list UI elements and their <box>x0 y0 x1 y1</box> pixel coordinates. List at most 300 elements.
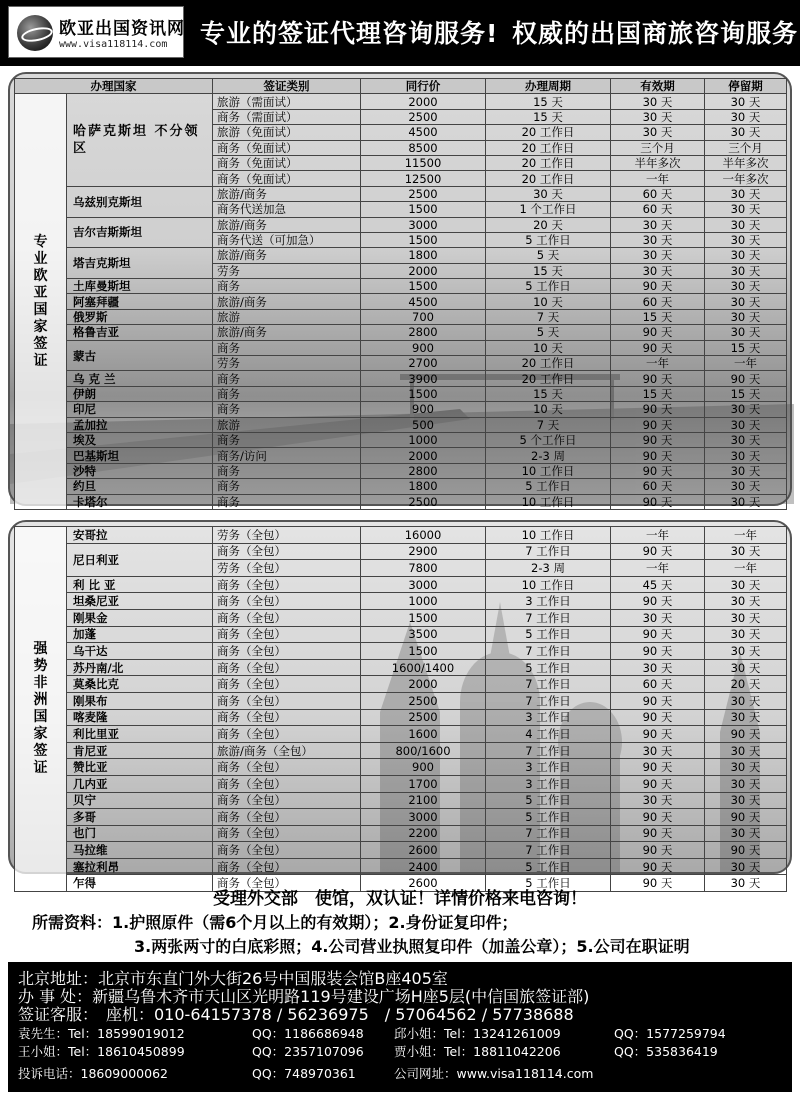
country-name: 蒙古 <box>67 340 213 371</box>
visa-type: 旅游 <box>213 417 361 432</box>
table-cell: 5 工作日 <box>486 626 611 643</box>
table-cell: 900 <box>361 759 486 776</box>
table-cell: 5 天 <box>486 325 611 340</box>
table-cell: 90 天 <box>611 726 705 743</box>
table-cell: 10 工作日 <box>486 494 611 509</box>
visa-type: 商务 <box>213 479 361 494</box>
country-name: 赞比亚 <box>67 759 213 776</box>
table-cell: 30 天 <box>705 759 787 776</box>
table-cell: 15 天 <box>705 340 787 355</box>
table-cell: 90 天 <box>611 463 705 478</box>
table-cell: 30 天 <box>705 432 787 447</box>
table-cell: 2900 <box>361 543 486 560</box>
country-name: 坦桑尼亚 <box>67 593 213 610</box>
country-name: 约旦 <box>67 479 213 494</box>
table-cell: 4500 <box>361 294 486 309</box>
table-cell: 60 天 <box>611 676 705 693</box>
table-cell: 90 天 <box>611 340 705 355</box>
column-header: 有效期 <box>611 79 705 94</box>
table-row <box>15 609 787 626</box>
table-cell: 90 天 <box>611 402 705 417</box>
table-cell: 5 工作日 <box>486 659 611 676</box>
visa-type: 商务（全包） <box>213 609 361 626</box>
table-cell: 30 天 <box>705 875 787 892</box>
column-header: 签证类别 <box>213 79 361 94</box>
table-cell: 1500 <box>361 202 486 217</box>
table-row <box>15 325 787 340</box>
section-label <box>15 527 67 892</box>
table-cell: 3000 <box>361 217 486 232</box>
table-cell: 一年 <box>611 171 705 186</box>
table-row <box>15 217 787 232</box>
table-cell: 2600 <box>361 875 486 892</box>
country-name: 乌干达 <box>67 643 213 660</box>
table-row <box>15 742 787 759</box>
country-name: 刚果布 <box>67 692 213 709</box>
table-cell: 30 天 <box>611 742 705 759</box>
logo-url: www.visa118114.com <box>59 39 168 50</box>
contact-wang-qq[interactable]: QQ：2357107096 <box>252 1044 364 1059</box>
contact-qiu-phone[interactable]: 邱小姐：Tel：13241261009 <box>394 1026 561 1041</box>
visa-type: 商务 <box>213 279 361 294</box>
visa-type: 商务代送（可加急） <box>213 232 361 247</box>
visa-type: 商务（全包） <box>213 626 361 643</box>
slogan-right: 权威的出国商旅咨询服务 <box>512 19 799 48</box>
contact-footer <box>8 962 792 1092</box>
table-cell: 2-3 周 <box>486 560 611 577</box>
table-cell: 2600 <box>361 842 486 859</box>
visa-type: 旅游/商务 <box>213 248 361 263</box>
table-cell: 1600/1400 <box>361 659 486 676</box>
table-cell: 2500 <box>361 186 486 201</box>
table-cell: 20 天 <box>705 676 787 693</box>
table-cell: 30 天 <box>705 417 787 432</box>
table-cell: 90 天 <box>611 759 705 776</box>
table-row <box>15 792 787 809</box>
table-cell: 90 天 <box>611 709 705 726</box>
table-cell: 10 天 <box>486 294 611 309</box>
visa-type: 商务 <box>213 463 361 478</box>
table-cell: 30 天 <box>705 643 787 660</box>
table-cell: 7 工作日 <box>486 842 611 859</box>
table-cell: 12500 <box>361 171 486 186</box>
table-row <box>15 309 787 324</box>
country-name: 贝宁 <box>67 792 213 809</box>
globe-icon <box>17 15 53 51</box>
table-cell: 7 工作日 <box>486 543 611 560</box>
table-cell: 30 天 <box>705 463 787 478</box>
table-cell: 2700 <box>361 356 486 371</box>
header-bar <box>0 0 800 66</box>
table-cell: 2100 <box>361 792 486 809</box>
table-cell: 30 天 <box>705 709 787 726</box>
table-cell: 20 工作日 <box>486 140 611 155</box>
table-cell: 7 工作日 <box>486 742 611 759</box>
contact-jia-qq[interactable]: QQ：535836419 <box>614 1044 718 1059</box>
country-name: 哈萨克斯坦 不分领区 <box>67 94 213 186</box>
table-cell: 三个月 <box>611 140 705 155</box>
visa-type: 商务（全包） <box>213 659 361 676</box>
table-row <box>15 825 787 842</box>
table-cell: 30 天 <box>705 109 787 124</box>
table-cell: 30 天 <box>705 609 787 626</box>
table-cell: 20 工作日 <box>486 125 611 140</box>
visa-type: 劳务（全包） <box>213 560 361 577</box>
table-cell: 1500 <box>361 232 486 247</box>
table-cell: 30 天 <box>705 202 787 217</box>
table-cell: 一年 <box>611 356 705 371</box>
table-row <box>15 643 787 660</box>
contact-qiu-qq[interactable]: QQ：1577259794 <box>614 1026 726 1041</box>
table-cell: 30 天 <box>611 125 705 140</box>
table-cell: 16000 <box>361 527 486 544</box>
table-cell: 60 天 <box>611 186 705 201</box>
country-name: 苏丹南/北 <box>67 659 213 676</box>
table-cell: 2500 <box>361 692 486 709</box>
table-cell: 90 天 <box>611 325 705 340</box>
visa-type: 商务（全包） <box>213 842 361 859</box>
table-row <box>15 726 787 743</box>
visa-type: 商务（全包） <box>213 543 361 560</box>
country-name: 土库曼斯坦 <box>67 279 213 294</box>
table-cell: 7 工作日 <box>486 609 611 626</box>
visa-type: 旅游/商务 <box>213 294 361 309</box>
requirements-line-2: 3.两张两寸的白底彩照；4.公司营业执照复印件（加盖公章）；5.公司在职证明 <box>134 937 690 956</box>
office-address: 办 事 处：新疆乌鲁木齐市天山区光明路119号建设广场H座5层(中信国旅签证部) <box>18 987 590 1006</box>
visa-type: 商务（全包） <box>213 759 361 776</box>
table-cell: 4 工作日 <box>486 726 611 743</box>
table-cell: 30 天 <box>705 494 787 509</box>
table-row <box>15 659 787 676</box>
table-cell: 90 天 <box>611 626 705 643</box>
complaint-phone[interactable]: 投诉电话：18609000062 <box>18 1066 168 1081</box>
table-cell: 1000 <box>361 432 486 447</box>
table-row <box>15 676 787 693</box>
country-name: 莫桑比克 <box>67 676 213 693</box>
country-name: 乍得 <box>67 875 213 892</box>
table-cell: 30 天 <box>705 792 787 809</box>
table-row <box>15 371 787 386</box>
table-row <box>15 576 787 593</box>
table-cell: 5 工作日 <box>486 809 611 826</box>
table-cell: 30 天 <box>611 232 705 247</box>
visa-type: 商务 <box>213 494 361 509</box>
table-cell: 10 工作日 <box>486 463 611 478</box>
table-cell: 1500 <box>361 279 486 294</box>
table-cell: 30 天 <box>705 325 787 340</box>
table-cell: 2000 <box>361 676 486 693</box>
table-cell: 30 天 <box>705 125 787 140</box>
table-cell: 90 天 <box>611 432 705 447</box>
table-cell: 90 天 <box>705 371 787 386</box>
visa-type: 商务（全包） <box>213 692 361 709</box>
table-cell: 30 天 <box>705 263 787 278</box>
table-cell: 3000 <box>361 576 486 593</box>
contact-jia-phone[interactable]: 贾小姐：Tel：18811042206 <box>394 1044 561 1059</box>
table-cell: 1500 <box>361 609 486 626</box>
table-row <box>15 775 787 792</box>
table-row <box>15 294 787 309</box>
table-cell: 30 天 <box>705 186 787 201</box>
table-cell: 90 天 <box>611 692 705 709</box>
table-cell: 3 工作日 <box>486 709 611 726</box>
table-cell: 半年多次 <box>705 155 787 170</box>
table-row <box>15 463 787 478</box>
table-cell: 2-3 周 <box>486 448 611 463</box>
contact-yuan-qq[interactable]: QQ：1186686948 <box>252 1026 364 1041</box>
contact-wang-phone[interactable]: 王小姐：Tel：18610450899 <box>18 1044 185 1059</box>
table-cell: 1500 <box>361 386 486 401</box>
table-cell: 5 工作日 <box>486 875 611 892</box>
service-notice: 受理外交部 使馆，双认证！详情价格来电咨询！ <box>213 889 587 909</box>
table-cell: 30 天 <box>611 659 705 676</box>
table-cell: 5 工作日 <box>486 479 611 494</box>
table-cell: 20 工作日 <box>486 171 611 186</box>
table-cell: 30 天 <box>611 248 705 263</box>
country-name: 吉尔吉斯斯坦 <box>67 217 213 248</box>
table-cell: 15 天 <box>611 386 705 401</box>
country-name: 几内亚 <box>67 775 213 792</box>
visa-type: 商务（需面试） <box>213 109 361 124</box>
table-cell: 30 天 <box>611 792 705 809</box>
table-cell: 5 工作日 <box>486 232 611 247</box>
visa-type: 劳务（全包） <box>213 527 361 544</box>
visa-type: 商务/访问 <box>213 448 361 463</box>
table-row <box>15 527 787 544</box>
table-cell: 30 天 <box>705 858 787 875</box>
table-cell: 30 天 <box>486 186 611 201</box>
visa-type: 旅游/商务（全包） <box>213 742 361 759</box>
visa-type: 商务 <box>213 386 361 401</box>
table-cell: 3000 <box>361 809 486 826</box>
country-name: 埃及 <box>67 432 213 447</box>
table-cell: 2800 <box>361 325 486 340</box>
visa-type: 商务 <box>213 371 361 386</box>
contact-yuan-phone[interactable]: 袁先生：Tel：18599019012 <box>18 1026 185 1041</box>
table-row <box>15 858 787 875</box>
visa-type: 商务 <box>213 340 361 355</box>
table-row <box>15 809 787 826</box>
table-row <box>15 842 787 859</box>
table-row <box>15 479 787 494</box>
column-header: 同行价 <box>361 79 486 94</box>
service-phones[interactable]: 签证客服： 座机：010-64157378 / 56236975 / 57064562 / 57738688 <box>18 1005 574 1024</box>
country-name: 孟加拉 <box>67 417 213 432</box>
table-row <box>15 494 787 509</box>
table-row <box>15 248 787 263</box>
table-cell: 7 工作日 <box>486 692 611 709</box>
visa-type: 商务（全包） <box>213 875 361 892</box>
column-header: 停留期 <box>705 79 787 94</box>
country-name: 塞拉利昂 <box>67 858 213 875</box>
country-name: 尼日利亚 <box>67 543 213 576</box>
table-cell: 1500 <box>361 643 486 660</box>
logo-name: 欧亚出国资讯网 <box>59 19 185 39</box>
table-cell: 1800 <box>361 479 486 494</box>
table-cell: 60 天 <box>611 294 705 309</box>
table-cell: 5 个工作日 <box>486 432 611 447</box>
table-cell: 2200 <box>361 825 486 842</box>
visa-type: 旅游（免面试） <box>213 125 361 140</box>
table-cell: 7 工作日 <box>486 643 611 660</box>
africa-visa-table <box>14 526 787 892</box>
complaint-qq[interactable]: QQ：748970361 <box>252 1066 356 1081</box>
visa-type: 商务（全包） <box>213 576 361 593</box>
country-name: 乌兹别克斯坦 <box>67 186 213 217</box>
visa-type: 商务（全包） <box>213 775 361 792</box>
table-cell: 30 天 <box>705 543 787 560</box>
table-cell: 900 <box>361 340 486 355</box>
table-cell: 30 天 <box>705 94 787 109</box>
company-website-link[interactable]: 公司网址：www.visa118114.com <box>394 1066 594 1081</box>
table-cell: 700 <box>361 309 486 324</box>
table-cell: 30 天 <box>705 742 787 759</box>
africa-visa-panel <box>8 520 792 891</box>
table-cell: 20 工作日 <box>486 155 611 170</box>
visa-type: 商务（免面试） <box>213 171 361 186</box>
table-cell: 90 天 <box>705 842 787 859</box>
table-row <box>15 279 787 294</box>
table-cell: 30 天 <box>705 279 787 294</box>
visa-type: 旅游/商务 <box>213 217 361 232</box>
table-cell: 20 天 <box>486 217 611 232</box>
table-cell: 一年多次 <box>705 171 787 186</box>
table-cell: 90 天 <box>611 543 705 560</box>
table-cell: 5 工作日 <box>486 792 611 809</box>
table-row <box>15 340 787 355</box>
table-cell: 8500 <box>361 140 486 155</box>
table-cell: 90 天 <box>611 643 705 660</box>
table-cell: 45 天 <box>611 576 705 593</box>
table-row <box>15 432 787 447</box>
logo[interactable] <box>8 6 184 58</box>
visa-type: 商务（全包） <box>213 709 361 726</box>
country-name: 沙特 <box>67 463 213 478</box>
table-cell: 10 天 <box>486 340 611 355</box>
table-cell: 1700 <box>361 775 486 792</box>
table-cell: 90 天 <box>611 593 705 610</box>
visa-type: 商务 <box>213 402 361 417</box>
table-cell: 900 <box>361 402 486 417</box>
table-cell: 1000 <box>361 593 486 610</box>
table-row <box>15 402 787 417</box>
country-name: 伊朗 <box>67 386 213 401</box>
table-cell: 20 工作日 <box>486 371 611 386</box>
table-cell: 15 天 <box>486 263 611 278</box>
visa-type: 商务（全包） <box>213 676 361 693</box>
table-cell: 7 天 <box>486 417 611 432</box>
table-cell: 1800 <box>361 248 486 263</box>
visa-type: 商务（全包） <box>213 593 361 610</box>
slogan-left: 专业的签证代理咨询服务! <box>200 19 499 48</box>
table-row <box>15 94 787 109</box>
table-cell: 30 天 <box>705 479 787 494</box>
table-cell: 5 天 <box>486 248 611 263</box>
section-label <box>15 94 67 510</box>
section-label-text: 专业欧亚国家签证 <box>33 233 48 369</box>
table-row <box>15 543 787 560</box>
beijing-address: 北京地址：北京市东直门外大街26号中国服装会馆B座405室 <box>18 969 448 988</box>
table-cell: 3 工作日 <box>486 593 611 610</box>
table-cell: 2000 <box>361 448 486 463</box>
table-row <box>15 709 787 726</box>
table-cell: 4500 <box>361 125 486 140</box>
country-name: 刚果金 <box>67 609 213 626</box>
table-row <box>15 626 787 643</box>
table-cell: 7 工作日 <box>486 825 611 842</box>
table-cell: 三个月 <box>705 140 787 155</box>
eurasia-visa-panel <box>8 72 792 509</box>
country-name: 巴基斯坦 <box>67 448 213 463</box>
country-name: 印尼 <box>67 402 213 417</box>
table-cell: 30 天 <box>705 448 787 463</box>
visa-type: 商务（全包） <box>213 809 361 826</box>
table-cell: 11500 <box>361 155 486 170</box>
table-cell: 10 天 <box>486 402 611 417</box>
table-cell: 30 天 <box>705 294 787 309</box>
table-cell: 2400 <box>361 858 486 875</box>
eurasia-visa-table <box>14 78 787 510</box>
table-row <box>15 386 787 401</box>
column-header: 办理国家 <box>15 79 213 94</box>
table-row <box>15 186 787 201</box>
table-cell: 2500 <box>361 494 486 509</box>
table-cell: 90 天 <box>611 858 705 875</box>
column-header: 办理周期 <box>486 79 611 94</box>
table-cell: 2500 <box>361 709 486 726</box>
table-cell: 5 工作日 <box>486 858 611 875</box>
table-cell: 500 <box>361 417 486 432</box>
table-cell: 90 天 <box>611 371 705 386</box>
table-cell: 90 天 <box>611 809 705 826</box>
table-cell: 2500 <box>361 109 486 124</box>
table-cell: 30 天 <box>611 217 705 232</box>
country-name: 阿塞拜疆 <box>67 294 213 309</box>
table-cell: 3 工作日 <box>486 759 611 776</box>
table-cell: 30 天 <box>705 775 787 792</box>
table-row <box>15 692 787 709</box>
visa-type: 旅游（需面试） <box>213 94 361 109</box>
country-name: 卡塔尔 <box>67 494 213 509</box>
visa-type: 商务（全包） <box>213 726 361 743</box>
table-cell: 30 天 <box>705 232 787 247</box>
table-row <box>15 448 787 463</box>
visa-type: 商务 <box>213 432 361 447</box>
table-cell: 60 天 <box>611 202 705 217</box>
table-cell: 30 天 <box>611 109 705 124</box>
table-cell: 2800 <box>361 463 486 478</box>
country-name: 利 比 亚 <box>67 576 213 593</box>
table-cell: 30 天 <box>705 217 787 232</box>
table-cell: 30 天 <box>611 263 705 278</box>
table-row <box>15 759 787 776</box>
table-cell: 2000 <box>361 94 486 109</box>
table-header-row <box>15 79 787 94</box>
table-cell: 30 天 <box>705 248 787 263</box>
table-cell: 一年 <box>705 560 787 577</box>
table-cell: 15 天 <box>486 386 611 401</box>
table-row <box>15 593 787 610</box>
table-cell: 5 工作日 <box>486 279 611 294</box>
table-cell: 一年 <box>705 356 787 371</box>
table-cell: 3 工作日 <box>486 775 611 792</box>
table-cell: 90 天 <box>611 825 705 842</box>
table-cell: 10 工作日 <box>486 576 611 593</box>
table-cell: 7 工作日 <box>486 676 611 693</box>
table-cell: 7 天 <box>486 309 611 324</box>
country-name: 肯尼亚 <box>67 742 213 759</box>
visa-type: 商务（全包） <box>213 792 361 809</box>
